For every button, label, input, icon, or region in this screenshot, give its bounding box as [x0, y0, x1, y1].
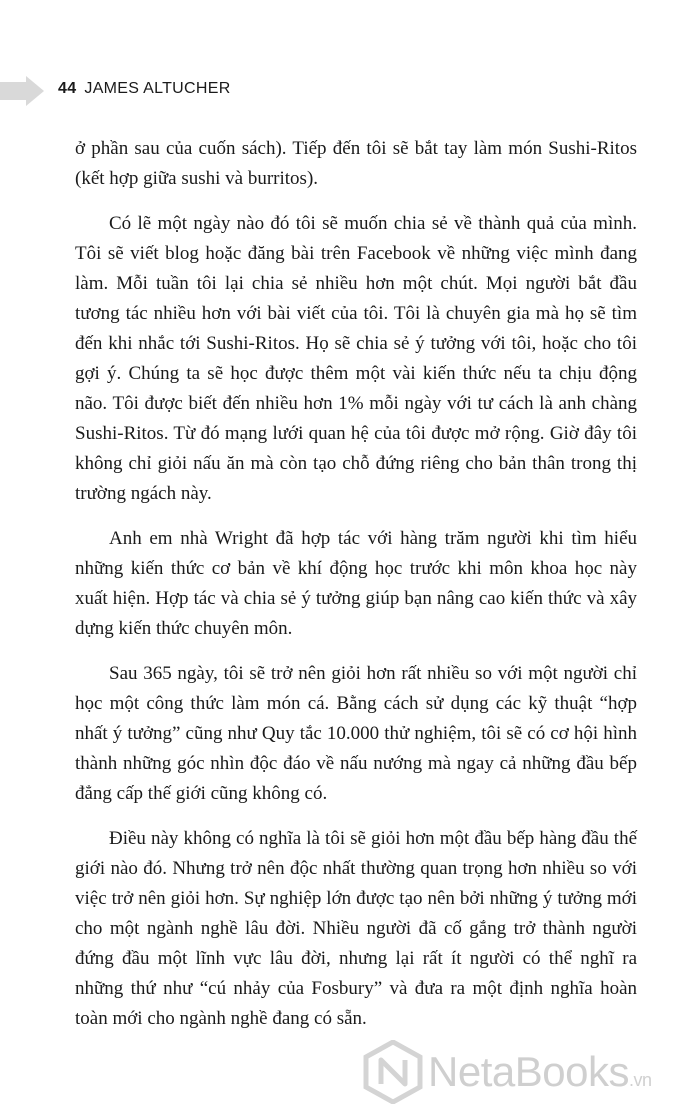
running-head	[58, 80, 231, 98]
watermark	[362, 1040, 692, 1104]
watermark-text	[428, 1048, 651, 1096]
author-name: JAMES ALTUCHER	[84, 80, 231, 97]
paragraph: Điều này không có nghĩa là tôi sẽ giỏi hơn một đầu bếp hàng đầu thế giới nào đó. Nhưng trở nên độc nhất thường quan trọng hơn nhiều so với việc trở nên giỏi hơn. Sự nghiệp lớn được tạo nên bởi những ý tưởng mới cho một ngành nghề lâu đời. Nhiều người đã cố gắng trở thành người đứng đầu một lĩnh vực lâu đời, nhưng lại rất ít người có thể nghĩ ra những thứ như “cú nhảy của Fosbury” và đưa ra một định nghĩa hoàn toàn mới cho ngành nghề đang có sẵn.	[75, 828, 637, 1029]
page-number: 44	[58, 80, 77, 97]
paragraph: Có lẽ một ngày nào đó tôi sẽ muốn chia sẻ về thành quả của mình. Tôi sẽ viết blog hoặc đăng bài trên Facebook về những việc mình đang làm. Mỗi tuần tôi lại chia sẻ nhiều hơn một chút. Mọi người bắt đầu tương tác nhiều hơn với bài viết của tôi. Tôi là chuyên gia mà họ sẽ tìm đến khi nhắc tới Sushi-Ritos. Họ sẽ chia sẻ ý tưởng với tôi, hoặc cho tôi gợi ý. Chúng ta sẽ học được thêm một vài kiến thức nếu ta chịu động não. Tôi được biết đến nhiều hơn 1% mỗi ngày với tư cách là anh chàng Sushi-Ritos. Từ đó mạng lưới quan hệ của tôi được mở rộng. Giờ đây tôi không chỉ giỏi nấu ăn mà còn tạo chỗ đứng riêng cho bản thân trong thị trường ngách này.	[75, 213, 637, 504]
page-header	[0, 76, 700, 106]
netabooks-logo-icon	[362, 1040, 424, 1104]
paragraph: Anh em nhà Wright đã hợp tác với hàng trăm người khi tìm hiểu những kiến thức cơ bản về khí động học trước khi môn khoa học này xuất hiện. Hợp tác và chia sẻ ý tưởng giúp bạn nâng cao kiến thức và xây dựng kiến thức chuyên môn.	[75, 528, 637, 639]
paragraph: Sau 365 ngày, tôi sẽ trở nên giỏi hơn rất nhiều so với một người chỉ học một công thức làm món cá. Bằng cách sử dụng các kỹ thuật “hợp nhất ý tưởng” cũng như Quy tắc 10.000 thử nghiệm, tôi sẽ có cơ hội hình thành những góc nhìn độc đáo về nấu nướng mà ngay cả những đầu bếp đẳng cấp thế giới cũng không có.	[75, 663, 637, 804]
watermark-brand: NetaBooks	[428, 1048, 629, 1095]
paragraph: ở phần sau của cuốn sách). Tiếp đến tôi sẽ bắt tay làm món Sushi-Ritos (kết hợp giữa sushi và burritos).	[75, 138, 637, 189]
body-text	[75, 134, 637, 1049]
arrow-right-icon	[0, 76, 44, 106]
watermark-suffix: .vn	[628, 1070, 652, 1090]
